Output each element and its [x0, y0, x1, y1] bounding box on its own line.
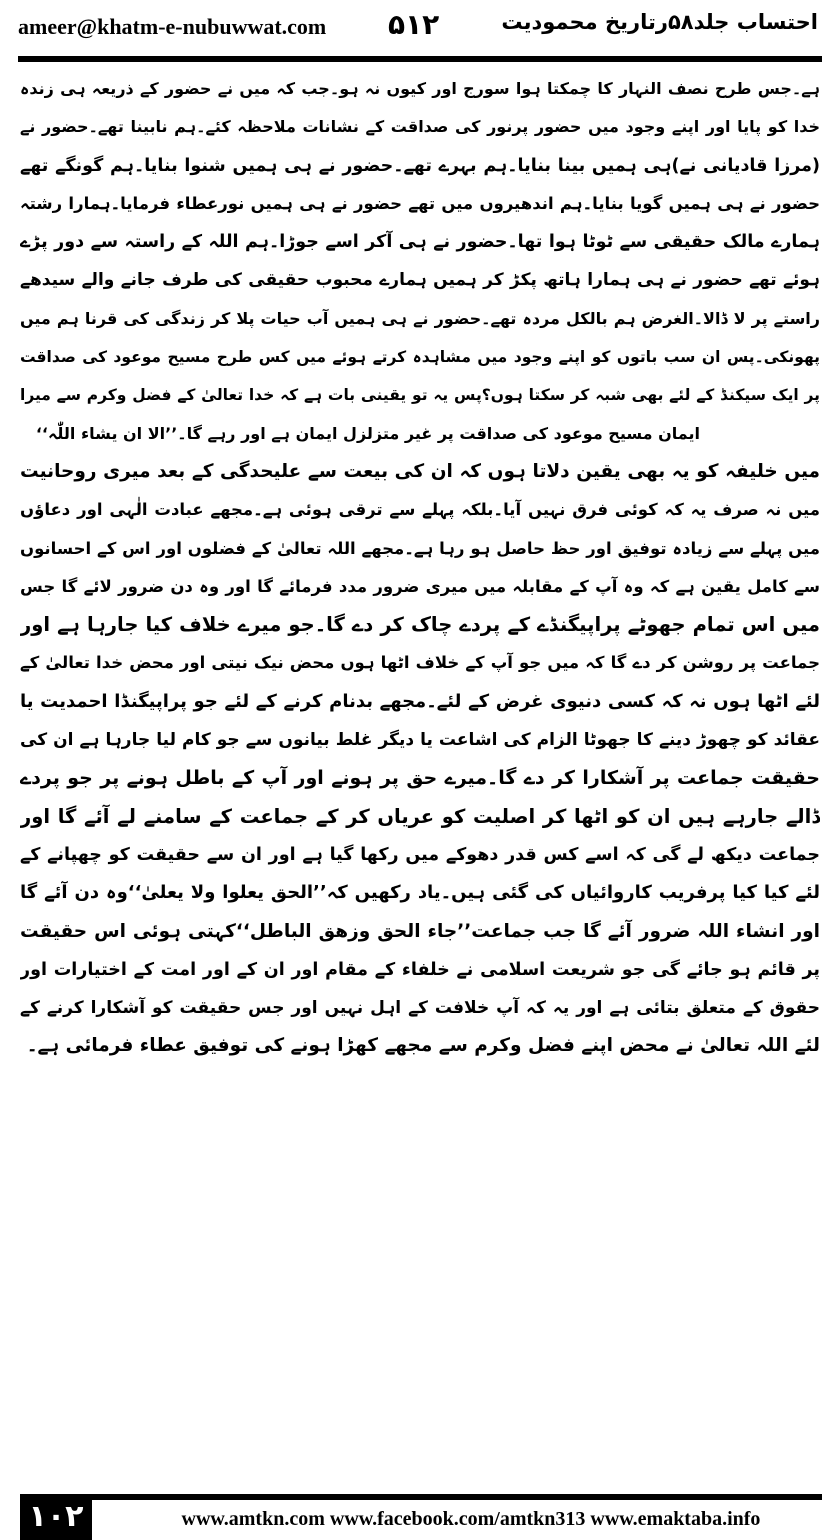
text-line: لئے اٹھا ہوں نہ کہ کسی دنیوی غرض کے لئے۔مجھے بدنام کرنے کے لئے جو پراپیگنڈا احمدیت یا: [20, 690, 820, 712]
text-line: لئے اللہ تعالیٰ نے محض اپنے فضل وکرم سے مجھے کھڑا ہونے کی توفیق عطاء فرمائی ہے۔: [26, 1035, 820, 1057]
header-page-number: ۵۱۲: [388, 8, 440, 41]
footer-page-badge: ۱۰۲: [20, 1494, 92, 1540]
text-line: خدا کو پایا اور اپنے وجود میں حضور پرنور کی صداقت کے نشانات ملاحظہ کئے۔ہم نابینا تھے۔حضور نے: [20, 117, 820, 137]
text-line: ہوئے تھے حضور نے ہی ہمارا ہاتھ پکڑ کر ہمیں ہمارے محبوب حقیقی کی طرف جانے والے سیدھے: [20, 270, 820, 291]
footer-rule: [92, 1494, 822, 1500]
header-rule: [18, 56, 822, 62]
text-line: پھونکی۔پس ان سب باتوں کو اپنے وجود میں مشاہدہ کرتے ہوئے میں کس طرح مسیح موعود کی صداقت: [20, 348, 820, 367]
footer-links: www.amtkn.com www.facebook.com/amtkn313 www.emaktaba.info: [181, 1508, 761, 1530]
text-line: میں خلیفہ کو یہ بھی یقین دلاتا ہوں کہ ان کی بیعت سے علیحدگی کے بعد میری روحانیت: [20, 460, 820, 482]
text-line: میں نہ صرف یہ کہ کوئی فرق نہیں آیا۔بلکہ پہلے سے ترقی ہوئی ہے۔مجھے عبادت الٰہی اور دعاؤں: [20, 500, 820, 520]
text-line: حضور نے ہی ہمیں گویا بنایا۔ہم اندھیروں میں تھے حضور نے ہی ہمیں نورعطاء فرمایا۔ہمارا رشتہ: [20, 193, 820, 213]
header-book-title: احتساب جلد۵۸رتاریخ محمودیت: [501, 10, 818, 34]
text-line: ہے۔جس طرح نصف النہار کا چمکتا ہوا سورج اور کیوں نہ ہو۔جب کہ میں نے حضور کے ذریعہ ہی زندہ: [20, 79, 820, 98]
text-line: جماعت دیکھ لے گی کہ اسے کس قدر دھوکے میں رکھا گیا ہے اور ان سے حقیقت کو چھپانے کے: [20, 844, 820, 865]
text-line: (مرزا قادیانی نے)ہی ہمیں بینا بنایا۔ہم بہرے تھے۔حضور نے ہی ہمیں شنوا بنایا۔ہم گونگے تھے: [20, 155, 820, 176]
header-email: ameer@khatm-e-nubuwwat.com: [18, 14, 327, 39]
text-line: میں اس تمام جھوٹے پراپیگنڈے کے پردے چاک کر دے گا۔جو میرے خلاف کیا جارہا ہے اور: [20, 613, 820, 637]
text-line: لئے کیا کیا پرفریب کاروائیاں کی گئی ہیں۔یاد رکھیں کہ’’الحق یعلوا ولا یعلیٰ‘‘وہ دن آئے گا: [20, 882, 820, 904]
text-line: ڈالے جارہے ہیں ان کو اٹھا کر اصلیت کو عریاں کر کے جماعت کے سامنے لے آئے گا اور: [20, 804, 820, 828]
text-line: ایمان مسیح موعود کی صداقت پر غیر متزلزل ایمان ہے اور رہے گا۔’’الا ان یشاء اللّٰہ‘‘: [35, 423, 700, 443]
text-line: میں پہلے سے زیادہ توفیق اور حظ حاصل ہو رہا ہے۔مجھے اللہ تعالیٰ کے فضلوں اور اس کے احسانوں: [20, 538, 820, 558]
text-line: جماعت پر روشن کر دے گا کہ میں جو آپ کے خلاف اٹھا ہوں محض نیک نیتی اور محض خدا تعالیٰ کے: [20, 653, 820, 673]
text-line: حقیقت جماعت پر آشکارا کر دے گا۔میرے حق پر ہونے اور آپ کے باطل ہونے پر جو پردے: [20, 767, 820, 790]
text-line: پر ایک سیکنڈ کے لئے بھی شبہ کر سکتا ہوں؟پس یہ تو یقینی بات ہے کہ خدا تعالیٰ کے فضل وکرم سے میرا: [20, 386, 820, 405]
text-line: اور انشاء اللہ ضرور آئے گا جب جماعت’’جاء الحق وزھق الباطل‘‘کہتی ہوئی اس حقیقت: [20, 920, 820, 942]
text-line: سے کامل یقین ہے کہ وہ آپ کے مقابلہ میں میری ضرور مدد فرمائے گا اور وہ دن ضرور لائے گا جس: [20, 576, 820, 596]
text-line: ہمارے مالک حقیقی سے ٹوٹا ہوا تھا۔حضور نے ہی آکر اسے جوڑا۔ہم اللہ کے راستہ سے دور پڑے: [20, 232, 820, 253]
body-text: [20, 70, 820, 1490]
text-line: عقائد کو چھوڑ دینے کا جھوٹا الزام کی اشاعت یا دیگر غلط بیانوں سے جو کام لیا جارہا ہے ان کی: [20, 730, 820, 751]
text-line: حقوق کے متعلق بتائی ہے اور یہ کہ آپ خلافت کے اہل نہیں اور جس حقیقت کو آشکارا کرنے کے: [20, 998, 820, 1019]
text-line: راستے پر لا ڈالا۔الغرض ہم بالکل مردہ تھے۔حضور نے ہی ہمیں آب حیات پلا کر زندگی کی قرنا ہم میں: [20, 308, 820, 328]
text-line: پر قائم ہو جائے گی جو شریعت اسلامی نے خلفاء کے مقام اور ان کے اور امت کے اختیارات اور: [20, 959, 820, 980]
